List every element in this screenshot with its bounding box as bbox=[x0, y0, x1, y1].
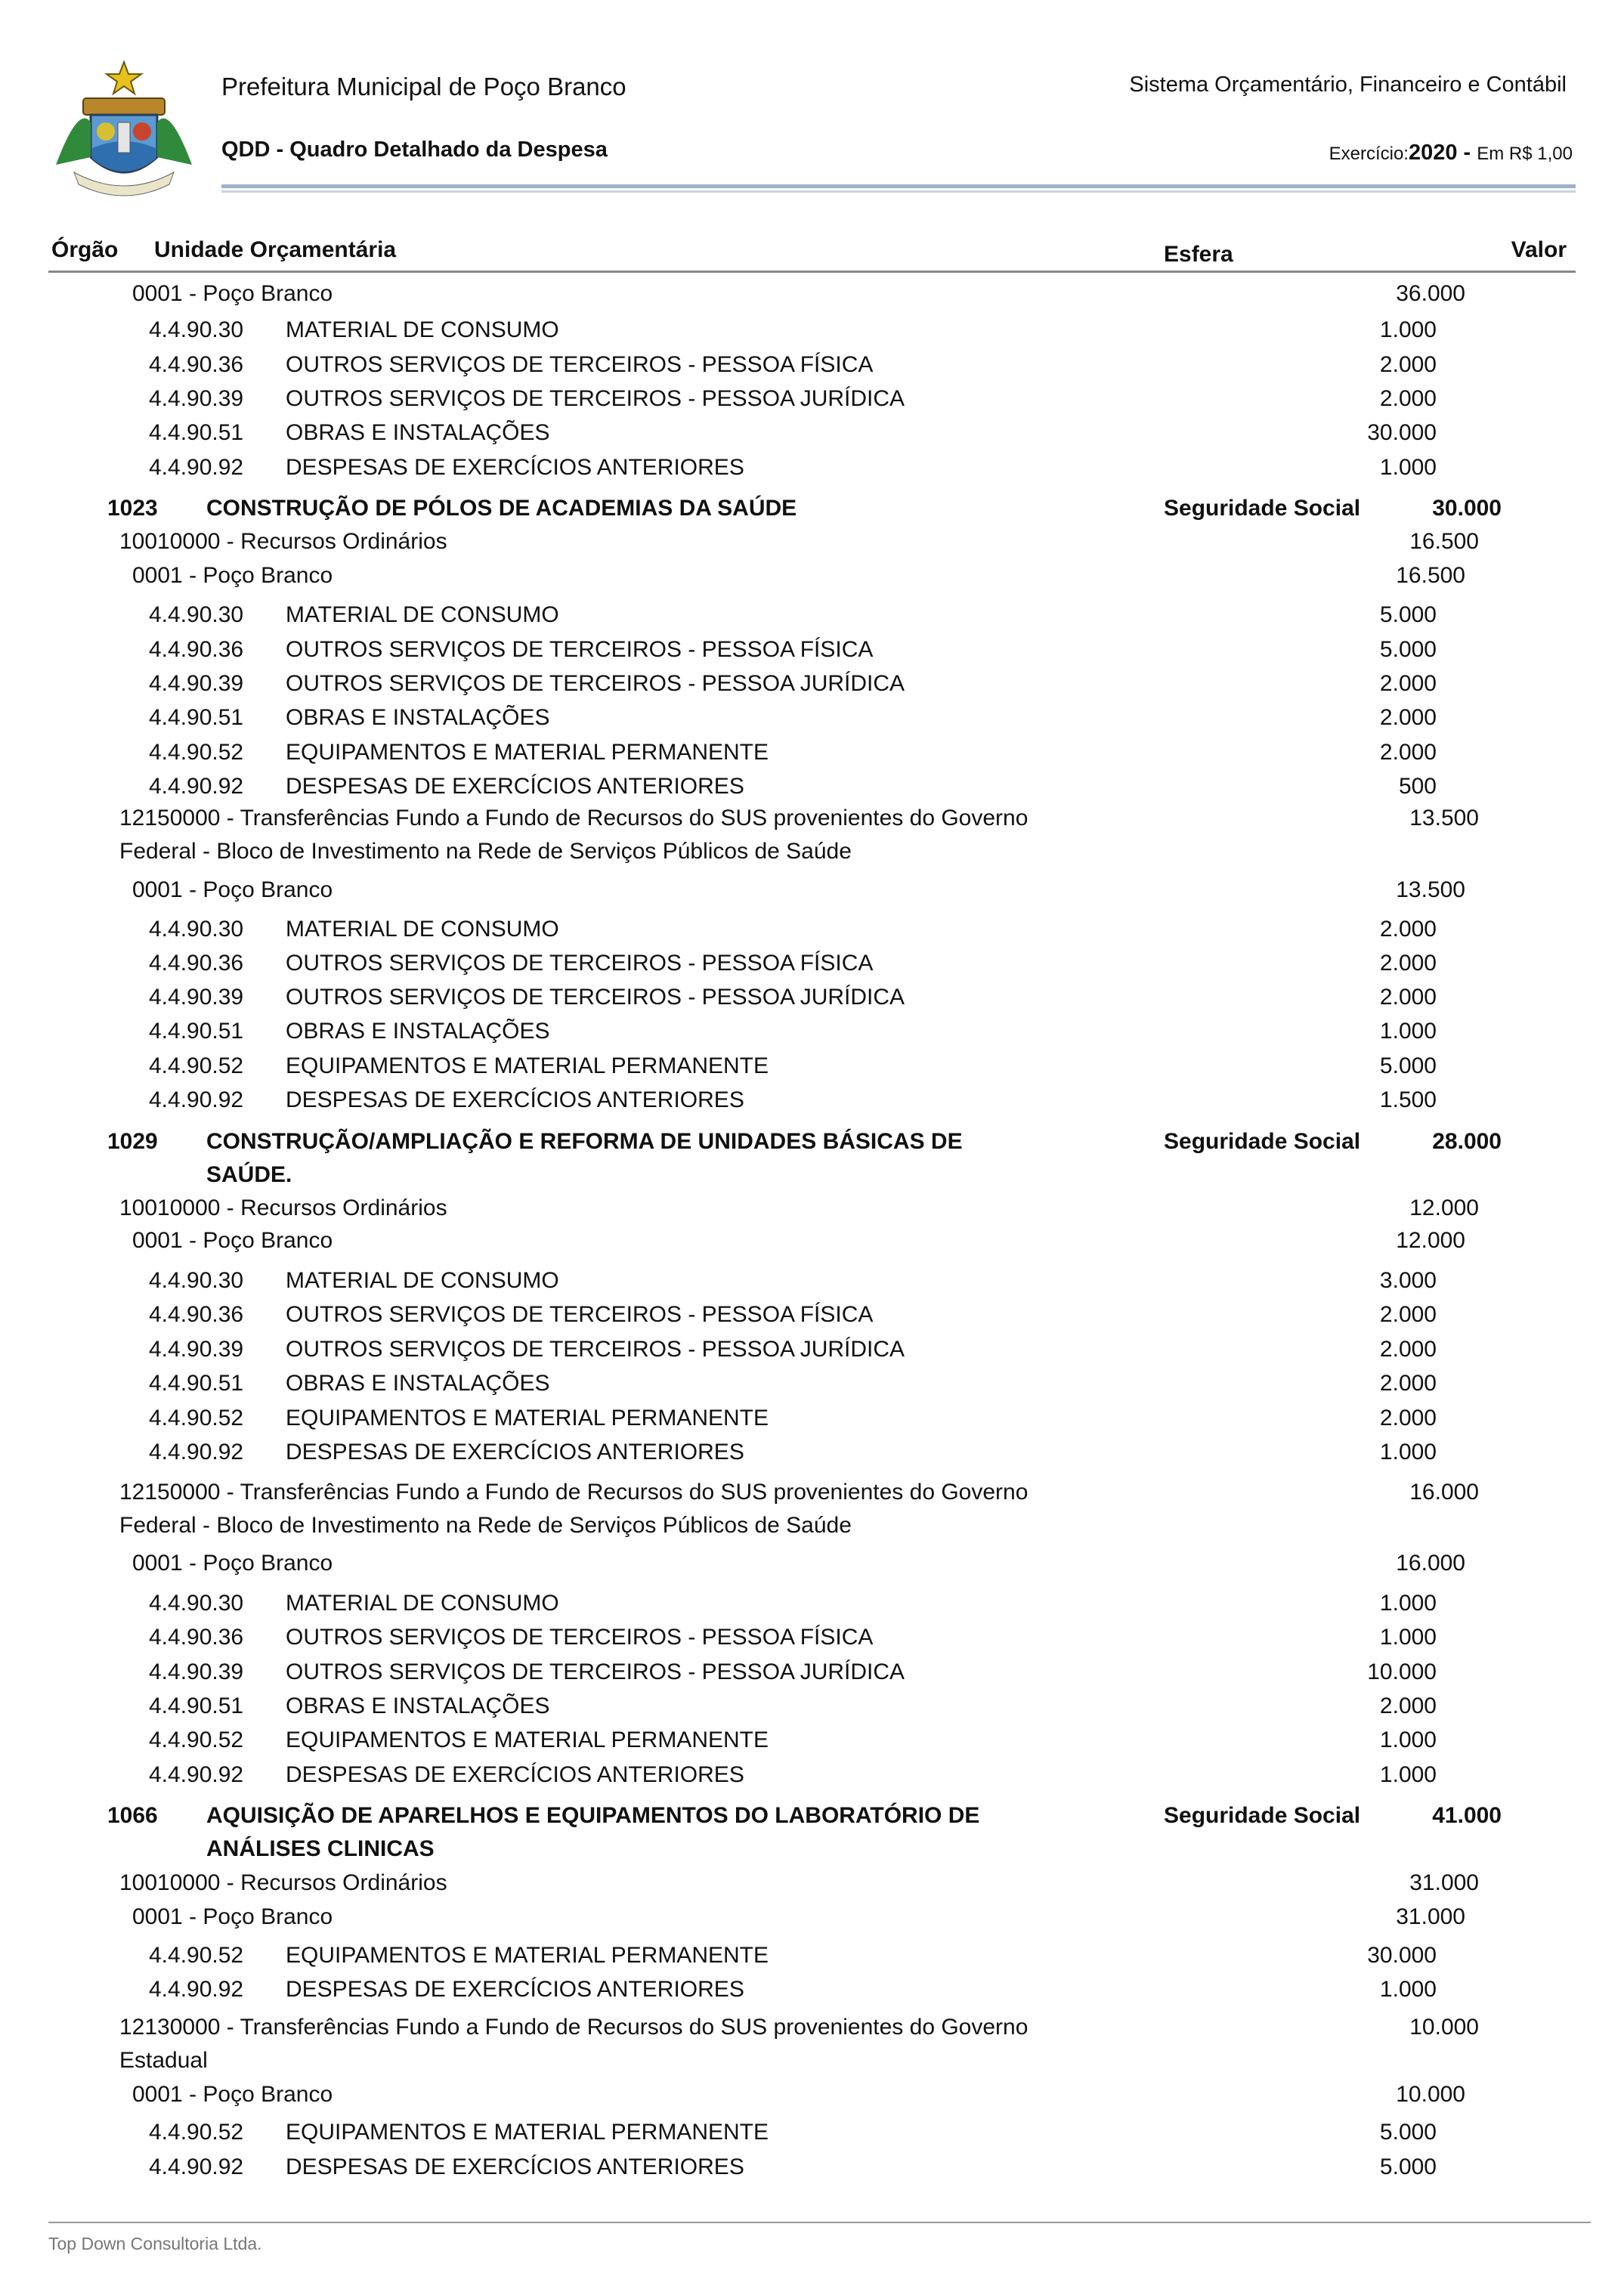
expense-description: EQUIPAMENTOS E MATERIAL PERMANENTE bbox=[286, 740, 769, 765]
expense-code: 4.4.90.30 bbox=[149, 917, 244, 942]
expense-description: DESPESAS DE EXERCÍCIOS ANTERIORES bbox=[286, 1977, 744, 2002]
exercise-year: 2020 bbox=[1408, 141, 1458, 165]
fonte-label: 12150000 - Transferências Fundo a Fundo de Recursos do SUS provenientes do Governo bbox=[119, 806, 1029, 830]
expense-amount: 5.000 bbox=[1379, 602, 1437, 627]
project-title: CONSTRUÇÃO/AMPLIAÇÃO E REFORMA DE UNIDADES BÁSICAS DE bbox=[206, 1129, 963, 1154]
expense-code: 4.4.90.39 bbox=[149, 1337, 244, 1362]
expense-description: DESPESAS DE EXERCÍCIOS ANTERIORES bbox=[286, 455, 744, 480]
expense-code: 4.4.90.39 bbox=[149, 1659, 244, 1684]
expense-amount: 2.000 bbox=[1379, 1371, 1437, 1396]
expense-code: 4.4.90.36 bbox=[149, 637, 244, 662]
expense-amount: 2.000 bbox=[1379, 671, 1437, 696]
municipal-coat-of-arms-logo bbox=[48, 59, 200, 203]
system-name: Sistema Orçamentário, Financeiro e Contábil bbox=[1129, 73, 1567, 97]
expense-code: 4.4.90.92 bbox=[149, 1977, 244, 2002]
column-header-divider bbox=[48, 271, 1576, 273]
expense-item-row bbox=[0, 1693, 1624, 1727]
expense-item-row bbox=[0, 1087, 1624, 1121]
expense-description: EQUIPAMENTOS E MATERIAL PERMANENTE bbox=[286, 2120, 769, 2145]
expense-code: 4.4.90.52 bbox=[149, 1053, 244, 1078]
expense-item-row bbox=[0, 602, 1624, 636]
expense-description: OUTROS SERVIÇOS DE TERCEIROS - PESSOA FÍSICA bbox=[286, 637, 874, 662]
project-code: 1023 bbox=[107, 496, 158, 521]
expense-amount: 2.000 bbox=[1379, 1302, 1437, 1327]
expense-amount: 1.000 bbox=[1379, 1591, 1437, 1616]
project-title: CONSTRUÇÃO DE PÓLOS DE ACADEMIAS DA SAÚDE bbox=[206, 496, 797, 521]
unit-label: 0001 - Poço Branco bbox=[132, 2082, 333, 2107]
expense-code: 4.4.90.36 bbox=[149, 951, 244, 976]
project-title-continued: SAÚDE. bbox=[206, 1162, 292, 1187]
fonte-row bbox=[0, 529, 1624, 563]
expense-amount: 2.000 bbox=[1379, 985, 1437, 1010]
unit-label: 0001 - Poço Branco bbox=[132, 877, 333, 902]
expense-item-row bbox=[0, 1337, 1624, 1371]
exercise-info bbox=[1329, 141, 1573, 165]
expense-amount: 2.000 bbox=[1379, 740, 1437, 765]
project-esfera: Seguridade Social bbox=[1164, 496, 1361, 521]
fonte-row bbox=[0, 1195, 1624, 1229]
fonte-label-continued: Federal - Bloco de Investimento na Rede de Serviços Públicos de Saúde bbox=[119, 839, 852, 864]
expense-description: DESPESAS DE EXERCÍCIOS ANTERIORES bbox=[286, 1440, 744, 1465]
project-amount: 30.000 bbox=[1432, 496, 1502, 521]
project-esfera: Seguridade Social bbox=[1164, 1803, 1361, 1828]
expense-code: 4.4.90.92 bbox=[149, 1087, 244, 1112]
unit-amount: 13.500 bbox=[1396, 877, 1465, 902]
fonte-amount: 16.000 bbox=[1409, 1480, 1479, 1505]
expense-code: 4.4.90.92 bbox=[149, 774, 244, 799]
expense-item-row bbox=[0, 1371, 1624, 1405]
expense-description: EQUIPAMENTOS E MATERIAL PERMANENTE bbox=[286, 1053, 769, 1078]
expense-item-row bbox=[0, 2120, 1624, 2154]
unit-amount: 31.000 bbox=[1396, 1904, 1465, 1929]
expense-description: MATERIAL DE CONSUMO bbox=[286, 1268, 559, 1293]
fonte-label: 10010000 - Recursos Ordinários bbox=[119, 529, 447, 554]
exercise-label: Exercício: bbox=[1329, 144, 1409, 164]
expense-amount: 2.000 bbox=[1379, 352, 1437, 377]
unit-amount: 36.000 bbox=[1396, 281, 1465, 306]
expense-description: OBRAS E INSTALAÇÕES bbox=[286, 1371, 550, 1396]
unit-amount: 10.000 bbox=[1396, 2082, 1465, 2107]
unit-row bbox=[0, 281, 1624, 315]
footer-company: Top Down Consultoria Ltda. bbox=[48, 2234, 262, 2253]
unit-row bbox=[0, 1904, 1624, 1938]
expense-description: OUTROS SERVIÇOS DE TERCEIROS - PESSOA JURÍDICA bbox=[286, 1659, 905, 1684]
expense-amount: 5.000 bbox=[1379, 2154, 1437, 2179]
expense-code: 4.4.90.92 bbox=[149, 1440, 244, 1465]
expense-amount: 2.000 bbox=[1379, 1337, 1437, 1362]
unit-label: 0001 - Poço Branco bbox=[132, 563, 333, 588]
currency-separator: - bbox=[1457, 141, 1477, 165]
unit-amount: 16.500 bbox=[1396, 563, 1465, 588]
expense-item-row bbox=[0, 1440, 1624, 1474]
expense-amount: 30.000 bbox=[1367, 420, 1437, 445]
expense-description: OUTROS SERVIÇOS DE TERCEIROS - PESSOA FÍSICA bbox=[286, 352, 874, 377]
column-header-orgao: Órgão bbox=[51, 237, 119, 262]
fonte-amount: 13.500 bbox=[1409, 806, 1479, 830]
unit-row bbox=[0, 877, 1624, 911]
expense-description: MATERIAL DE CONSUMO bbox=[286, 602, 559, 627]
project-code: 1066 bbox=[107, 1803, 158, 1828]
expense-description: OUTROS SERVIÇOS DE TERCEIROS - PESSOA FÍSICA bbox=[286, 1302, 874, 1327]
expense-description: OUTROS SERVIÇOS DE TERCEIROS - PESSOA JURÍDICA bbox=[286, 985, 905, 1010]
expense-amount: 5.000 bbox=[1379, 2120, 1437, 2145]
project-code: 1029 bbox=[107, 1129, 158, 1154]
unit-label: 0001 - Poço Branco bbox=[132, 1904, 333, 1929]
project-title-continued: ANÁLISES CLINICAS bbox=[206, 1836, 435, 1861]
expense-amount: 3.000 bbox=[1379, 1268, 1437, 1293]
expense-item-row bbox=[0, 1977, 1624, 2011]
fonte-amount: 12.000 bbox=[1409, 1195, 1479, 1220]
expense-item-row bbox=[0, 1762, 1624, 1796]
fonte-amount: 31.000 bbox=[1409, 1870, 1479, 1895]
expense-description: DESPESAS DE EXERCÍCIOS ANTERIORES bbox=[286, 1087, 744, 1112]
expense-description: DESPESAS DE EXERCÍCIOS ANTERIORES bbox=[286, 1762, 744, 1787]
expense-description: EQUIPAMENTOS E MATERIAL PERMANENTE bbox=[286, 1727, 769, 1752]
fonte-row bbox=[0, 1870, 1624, 1904]
project-amount: 41.000 bbox=[1432, 1803, 1502, 1828]
unit-amount: 16.000 bbox=[1396, 1551, 1465, 1576]
unit-row bbox=[0, 563, 1624, 597]
expense-amount: 1.000 bbox=[1379, 1977, 1437, 2002]
expense-code: 4.4.90.30 bbox=[149, 1268, 244, 1293]
fonte-amount: 16.500 bbox=[1409, 529, 1479, 554]
expense-code: 4.4.90.52 bbox=[149, 1727, 244, 1752]
expense-description: DESPESAS DE EXERCÍCIOS ANTERIORES bbox=[286, 774, 744, 799]
fonte-row bbox=[0, 806, 1624, 864]
currency-note: Em R$ 1,00 bbox=[1477, 144, 1573, 164]
expense-amount: 10.000 bbox=[1367, 1659, 1437, 1684]
project-row bbox=[0, 1129, 1624, 1187]
unit-row bbox=[0, 2082, 1624, 2116]
expense-amount: 2.000 bbox=[1379, 951, 1437, 976]
expense-amount: 1.000 bbox=[1379, 1762, 1437, 1787]
expense-code: 4.4.90.36 bbox=[149, 352, 244, 377]
expense-code: 4.4.90.51 bbox=[149, 1693, 244, 1718]
expense-description: OUTROS SERVIÇOS DE TERCEIROS - PESSOA FÍSICA bbox=[286, 951, 874, 976]
unit-label: 0001 - Poço Branco bbox=[132, 1551, 333, 1576]
municipality-name: Prefeitura Municipal de Poço Branco bbox=[221, 73, 626, 101]
expense-amount: 1.000 bbox=[1379, 1019, 1437, 1044]
expense-amount: 1.000 bbox=[1379, 1727, 1437, 1752]
expense-code: 4.4.90.52 bbox=[149, 2120, 244, 2145]
fonte-label: 12150000 - Transferências Fundo a Fundo de Recursos do SUS provenientes do Governo bbox=[119, 1480, 1029, 1505]
expense-item-row bbox=[0, 2154, 1624, 2188]
expense-code: 4.4.90.51 bbox=[149, 1371, 244, 1396]
expense-description: EQUIPAMENTOS E MATERIAL PERMANENTE bbox=[286, 1943, 769, 1968]
expense-item-row bbox=[0, 386, 1624, 420]
expense-description: OBRAS E INSTALAÇÕES bbox=[286, 1693, 550, 1718]
unit-row bbox=[0, 1228, 1624, 1262]
unit-row bbox=[0, 1551, 1624, 1585]
footer-divider bbox=[48, 2222, 1591, 2223]
expense-amount: 5.000 bbox=[1379, 637, 1437, 662]
expense-code: 4.4.90.51 bbox=[149, 705, 244, 730]
expense-description: MATERIAL DE CONSUMO bbox=[286, 917, 559, 942]
expense-description: OUTROS SERVIÇOS DE TERCEIROS - PESSOA JURÍDICA bbox=[286, 386, 905, 411]
expense-description: OBRAS E INSTALAÇÕES bbox=[286, 1019, 550, 1044]
expense-item-row bbox=[0, 1727, 1624, 1761]
column-header-unidade: Unidade Orçamentária bbox=[154, 237, 397, 262]
expense-amount: 30.000 bbox=[1367, 1943, 1437, 1968]
expense-amount: 1.000 bbox=[1379, 1440, 1437, 1465]
expense-item-row bbox=[0, 1943, 1624, 1977]
expense-item-row bbox=[0, 1302, 1624, 1336]
fonte-label: 10010000 - Recursos Ordinários bbox=[119, 1195, 447, 1220]
expense-description: DESPESAS DE EXERCÍCIOS ANTERIORES bbox=[286, 2154, 744, 2179]
unit-label: 0001 - Poço Branco bbox=[132, 1228, 333, 1253]
expense-item-row bbox=[0, 951, 1624, 985]
expense-code: 4.4.90.30 bbox=[149, 602, 244, 627]
fonte-amount: 10.000 bbox=[1409, 2015, 1479, 2040]
expense-item-row bbox=[0, 1053, 1624, 1087]
expense-code: 4.4.90.39 bbox=[149, 985, 244, 1010]
expense-description: OBRAS E INSTALAÇÕES bbox=[286, 420, 550, 445]
expense-amount: 2.000 bbox=[1379, 1693, 1437, 1718]
expense-code: 4.4.90.30 bbox=[149, 317, 244, 342]
expense-item-row bbox=[0, 317, 1624, 351]
expense-item-row bbox=[0, 985, 1624, 1019]
expense-item-row bbox=[0, 917, 1624, 951]
fonte-row bbox=[0, 2015, 1624, 2073]
expense-item-row bbox=[0, 1591, 1624, 1625]
expense-item-row bbox=[0, 705, 1624, 739]
expense-item-row bbox=[0, 637, 1624, 671]
expense-code: 4.4.90.39 bbox=[149, 671, 244, 696]
expense-code: 4.4.90.39 bbox=[149, 386, 244, 411]
expense-code: 4.4.90.52 bbox=[149, 740, 244, 765]
expense-item-row bbox=[0, 774, 1624, 808]
expense-code: 4.4.90.36 bbox=[149, 1625, 244, 1650]
expense-amount: 1.500 bbox=[1379, 1087, 1437, 1112]
unit-label: 0001 - Poço Branco bbox=[132, 281, 333, 306]
expense-description: MATERIAL DE CONSUMO bbox=[286, 1591, 559, 1616]
expense-code: 4.4.90.52 bbox=[149, 1406, 244, 1431]
expense-code: 4.4.90.92 bbox=[149, 1762, 244, 1787]
expense-amount: 2.000 bbox=[1379, 1406, 1437, 1431]
expense-item-row bbox=[0, 455, 1624, 489]
expense-code: 4.4.90.51 bbox=[149, 1019, 244, 1044]
expense-code: 4.4.90.52 bbox=[149, 1943, 244, 1968]
expense-code: 4.4.90.92 bbox=[149, 2154, 244, 2179]
unit-amount: 12.000 bbox=[1396, 1228, 1465, 1253]
expense-item-row bbox=[0, 420, 1624, 454]
expense-item-row bbox=[0, 1659, 1624, 1693]
expense-description: EQUIPAMENTOS E MATERIAL PERMANENTE bbox=[286, 1406, 769, 1431]
report-title: QDD - Quadro Detalhado da Despesa bbox=[221, 138, 608, 162]
expense-amount: 1.000 bbox=[1379, 1625, 1437, 1650]
project-row bbox=[0, 1803, 1624, 1861]
expense-description: OUTROS SERVIÇOS DE TERCEIROS - PESSOA JURÍDICA bbox=[286, 1337, 905, 1362]
fonte-row bbox=[0, 1480, 1624, 1538]
expense-amount: 2.000 bbox=[1379, 917, 1437, 942]
expense-amount: 1.000 bbox=[1379, 317, 1437, 342]
column-header-valor: Valor bbox=[1511, 237, 1567, 262]
expense-code: 4.4.90.36 bbox=[149, 1302, 244, 1327]
expense-item-row bbox=[0, 740, 1624, 774]
expense-item-row bbox=[0, 1625, 1624, 1659]
fonte-label: 10010000 - Recursos Ordinários bbox=[119, 1870, 447, 1895]
expense-amount: 1.000 bbox=[1379, 455, 1437, 480]
fonte-label-continued: Federal - Bloco de Investimento na Rede de Serviços Públicos de Saúde bbox=[119, 1513, 852, 1538]
expense-item-row bbox=[0, 1019, 1624, 1053]
project-amount: 28.000 bbox=[1432, 1129, 1502, 1154]
expense-amount: 2.000 bbox=[1379, 705, 1437, 730]
expense-amount: 5.000 bbox=[1379, 1053, 1437, 1078]
fonte-label-continued: Estadual bbox=[119, 2048, 208, 2073]
expense-description: OUTROS SERVIÇOS DE TERCEIROS - PESSOA JURÍDICA bbox=[286, 671, 905, 696]
project-esfera: Seguridade Social bbox=[1164, 1129, 1361, 1154]
expense-item-row bbox=[0, 1406, 1624, 1440]
fonte-label: 12130000 - Transferências Fundo a Fundo de Recursos do SUS provenientes do Governo bbox=[119, 2015, 1029, 2040]
expense-description: OBRAS E INSTALAÇÕES bbox=[286, 705, 550, 730]
expense-amount: 500 bbox=[1398, 774, 1437, 799]
expense-amount: 2.000 bbox=[1379, 386, 1437, 411]
project-row bbox=[0, 496, 1624, 530]
header-divider bbox=[221, 184, 1576, 188]
expense-item-row bbox=[0, 671, 1624, 705]
expense-description: MATERIAL DE CONSUMO bbox=[286, 317, 559, 342]
column-header-esfera: Esfera bbox=[1164, 242, 1233, 267]
project-title: AQUISIÇÃO DE APARELHOS E EQUIPAMENTOS DO LABORATÓRIO DE bbox=[206, 1803, 980, 1828]
expense-code: 4.4.90.51 bbox=[149, 420, 244, 445]
expense-item-row bbox=[0, 1268, 1624, 1302]
expense-code: 4.4.90.92 bbox=[149, 455, 244, 480]
expense-description: OUTROS SERVIÇOS DE TERCEIROS - PESSOA FÍSICA bbox=[286, 1625, 874, 1650]
header-divider-secondary bbox=[221, 190, 1576, 193]
expense-code: 4.4.90.30 bbox=[149, 1591, 244, 1616]
expense-item-row bbox=[0, 352, 1624, 386]
